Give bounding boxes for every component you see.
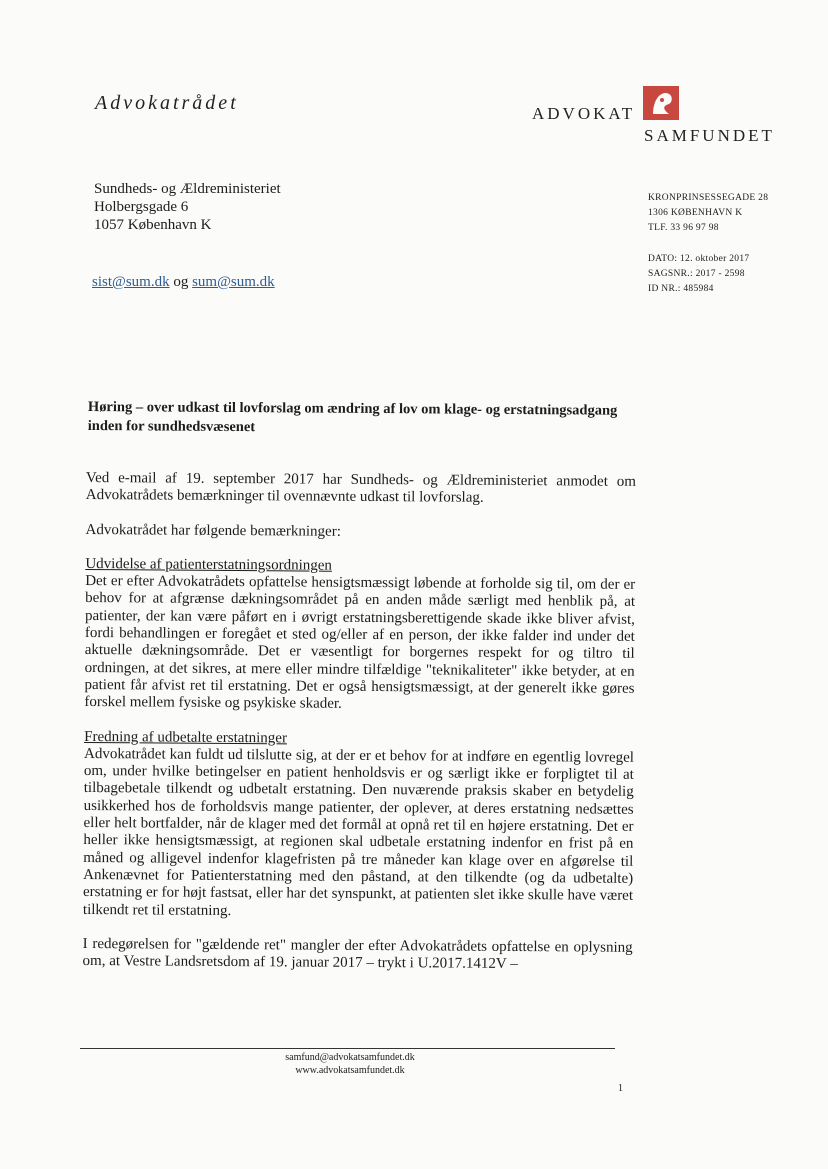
section-patienterstatning bbox=[84, 556, 635, 716]
intro-paragraph: Ved e-mail af 19. september 2017 har Sundheds- og Ældreministeriet anmodet om Advokatrådets bemærkninger til ovennævnte udkast til lovforslag. bbox=[85, 470, 636, 507]
recipient-emails bbox=[92, 274, 275, 291]
page-number: 1 bbox=[618, 1083, 623, 1094]
sender-city: 1306 KØBENHAVN K bbox=[648, 208, 743, 218]
footer-contact bbox=[250, 1051, 450, 1077]
email-conjunction: og bbox=[173, 274, 189, 290]
recipient-address bbox=[94, 180, 281, 234]
recipient-line-2: Holbergsgade 6 bbox=[94, 199, 189, 215]
letter-date: DATO: 12. oktober 2017 bbox=[648, 254, 750, 264]
letter-meta bbox=[648, 252, 749, 297]
case-number: SAGSNR.: 2017 - 2598 bbox=[648, 269, 745, 279]
footer-website: www.advokatsamfundet.dk bbox=[295, 1065, 405, 1076]
section-heading: Fredning af udbetalte erstatninger bbox=[84, 728, 288, 746]
advokatsamfundet-logo-icon bbox=[643, 86, 679, 120]
section-text: Det er efter Advokatrådets opfattelse hensigtsmæssigt løbende at forholde sig til, om der er behov for at afgrænse dækningsområdet på en anden måde særligt med henblik på, at patienter, der kan være påført en i øvrigt erstatningsberettigende skade ikke bliver afvist, fordi behandlingen er foregået et sted og/eller af en person, der ikke falder ind under det aktuelle dækningsområde. Det er væsentligt for borgernes respekt for og tiltro til ordningen, at det sikres, at mere eller mindre tilfældige "teknikaliteter" ikke betyder, at en patient får afvist ret til erstatning. Det er også hensigtsmæssigt, at der generelt ikke gøres forskel mellem fysiske og psykiske skader. bbox=[84, 573, 636, 713]
sender-street: KRONPRINSESSEGADE 28 bbox=[648, 193, 769, 203]
closing-paragraph: I redegørelsen for "gældende ret" mangler der efter Advokatrådets opfattelse en oplysning om, at Vestre Landsretsdom af 19. januar 2017 – trykt i U.2017.1412V – bbox=[82, 935, 633, 973]
email-link-sist[interactable]: sist@sum.dk bbox=[92, 274, 170, 290]
lead-paragraph: Advokatrådet har følgende bemærkninger: bbox=[85, 521, 341, 540]
recipient-line-1: Sundheds- og Ældreministeriet bbox=[94, 181, 281, 197]
section-fredning bbox=[83, 729, 634, 923]
section-heading: Udvidelse af patienterstatningsordningen bbox=[85, 555, 333, 574]
letter-body bbox=[82, 470, 636, 991]
brand-name-bottom: SAMFUNDET bbox=[644, 126, 775, 145]
section-text: Advokatrådet kan fuldt ud tilslutte sig, at der er et behov for at indføre en egentlig lovregel om, under hvilke betingelser en patient henholdsvis er og særligt ikke er forpligtet til at tilbagebetale tilkendt og udbetalt erstatning. Den nuværende praksis skaber en betydelig usikkerhed hos de forholdsvis mange patienter, der oplever, at deres erstatning nedsættes eller helt bortfalder, når de klager med det formål at opnå ret til en højere erstatning. Det er heller ikke hensigtsmæssigt, at regionen skal udbetale erstatning indenfor en frist på en måned og alligevel indenfor klagefristen på tre måneder kan klage over en afgørelse til Ankenævnet for Patienterstatning med den påstand, at den tilkendte (og da udbetalte) erstatning er for højt fastsat, eller har det synspunkt, at patienten slet ikke skulle have været tilkendt ret til erstatning. bbox=[82, 745, 635, 919]
brand-name-top: ADVOKAT bbox=[532, 104, 636, 123]
id-number: ID NR.: 485984 bbox=[648, 284, 714, 294]
org-name-script: Advokatrådet bbox=[95, 92, 239, 114]
footer-email: samfund@advokatsamfundet.dk bbox=[285, 1052, 415, 1063]
email-link-sum[interactable]: sum@sum.dk bbox=[192, 274, 275, 290]
sender-phone: TLF. 33 96 97 98 bbox=[648, 223, 719, 233]
recipient-line-3: 1057 København K bbox=[94, 217, 212, 233]
footer-divider bbox=[80, 1048, 615, 1049]
letter-subject: Høring – over udkast til lovforslag om ændring af lov om klage- og erstatningsadgang inden for sundhedsvæsenet bbox=[87, 398, 618, 436]
sender-address bbox=[648, 191, 768, 236]
